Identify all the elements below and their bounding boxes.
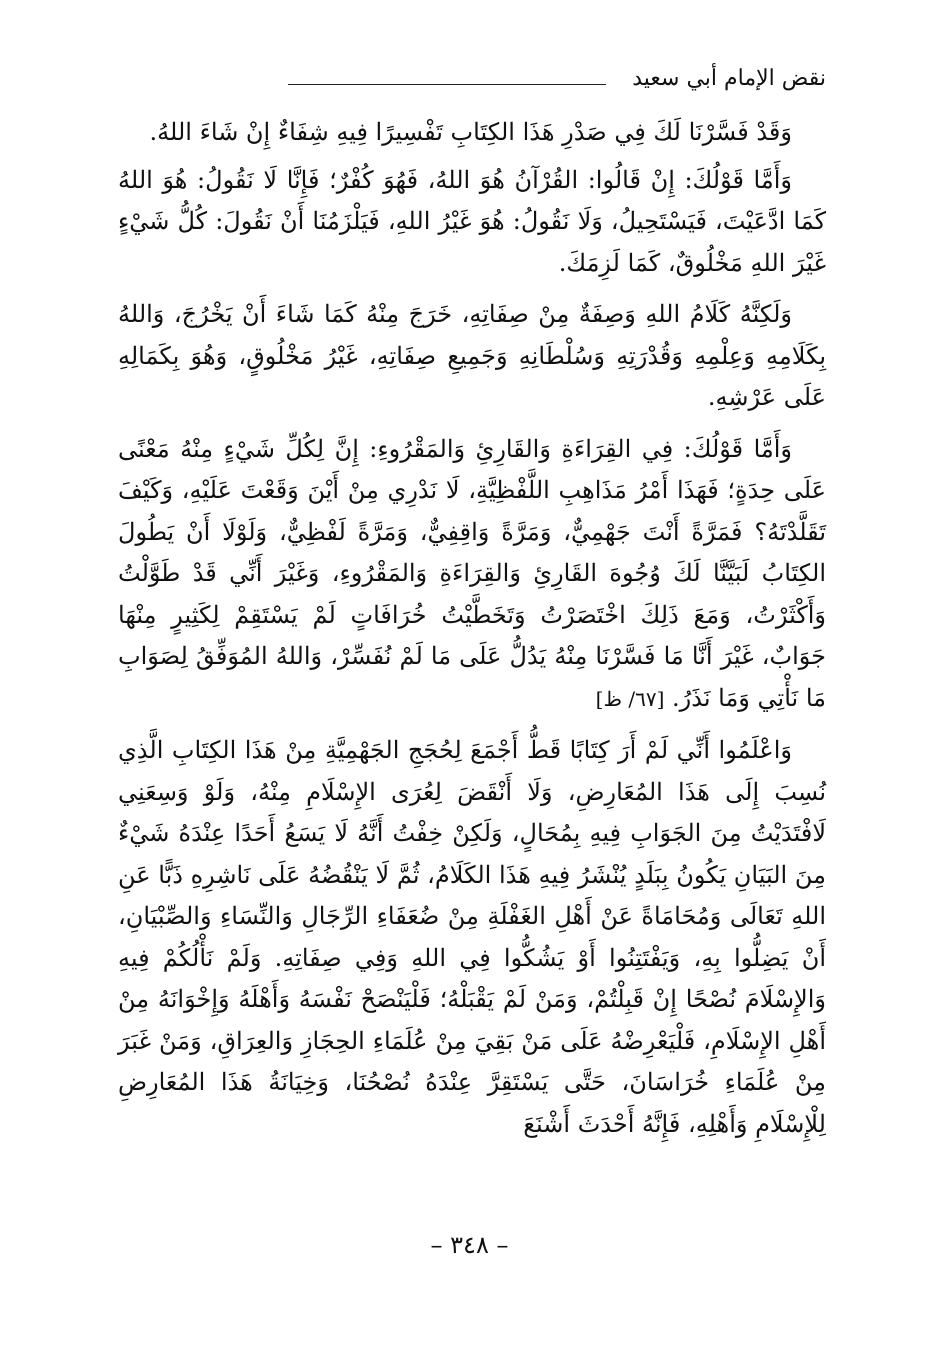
paragraph-4-text: وَأَمَّا قَوْلُكَ: فِي القِرَاءَةِ وَالقَارِئِ وَالمَقْرُوءِ: إِنَّ لِكُلِّ شَيْءٍ مِنْهُ مَعْنًى عَلَى حِدَةٍ؛ فَهَذَا أَمْرُ مَذَاهِبِ اللَّفْظِيَّةِ، لَا نَدْرِي مِنْ أَيْنَ وَقَعْتَ عَلَيْهِ، وَكَيْفَ تَقَلَّدْتَهُ؟ فَمَرَّةً أَنْتَ جَهْمِيٌّ، وَمَرَّةً وَاقِفِيٌّ، وَمَرَّةً لَفْظِيٌّ، وَلَوْلَا أَنْ يَطُولَ الكِتَابُ لَبَيَّنَّا لَكَ وُجُوهَ القَارِئِ وَالقِرَاءَةِ وَالمَقْرُوءِ، وَغَيْرَ أَنِّي قَدْ طَوَّلْتُ وَأَكْثَرْتُ، وَمَعَ ذَلِكَ اخْتَصَرْتُ وَتَخَطَّيْتُ خُرَافَاتٍ لَمْ يَسْتَقِمْ لِكَثِيرٍ مِنْهَا جَوَابٌ، غَيْرَ أَنَّا مَا فَسَّرْنَا مِنْهُ يَدُلُّ عَلَى مَا لَمْ نُفَسِّرْ، وَاللهُ المُوَفِّقُ لِصَوَابِ مَا نَأْتِي وَمَا نَذَرُ. [118, 434, 826, 712]
paragraph-1: وَقَدْ فَسَّرْنَا لَكَ فِي صَدْرِ هَذَا الكِتَابِ تَفْسِيرًا فِيهِ شِفَاءٌ إِنْ شَاءَ اللهُ. [149, 118, 792, 146]
paragraph-3: وَلَكِنَّهُ كَلَامُ اللهِ وَصِفَةٌ مِنْ صِفَاتِهِ، خَرَجَ مِنْهُ كَمَا شَاءَ أَنْ يَخْرُجَ، وَاللهُ بِكَلَامِهِ وَعِلْمِهِ وَقُدْرَتِهِ وَسُلْطَانِهِ وَجَمِيعِ صِفَاتِهِ، غَيْرُ مَخْلُوقٍ، وَهُوَ بِكَمَالِهِ عَلَى عَرْشِهِ. [118, 300, 826, 411]
header-rule [288, 84, 606, 85]
paragraph-4 [118, 429, 826, 721]
running-title: نقض الإمام أبي سعيد [632, 66, 826, 91]
page-header [118, 52, 826, 100]
folio-marker: [٦٧/ ظ] [595, 686, 665, 711]
page-number: – ٣٤٨ – [430, 1231, 509, 1259]
paragraph-2: وَأَمَّا قَوْلُكَ: إِنْ قَالُوا: القُرْآنُ هُوَ اللهُ، فَهُوَ كُفْرٌ؛ فَإِنَّا لَا نَقُولُ: هُوَ اللهُ كَمَا ادَّعَيْتَ، فَيَسْتَحِيلُ، وَلَا نَقُولُ: هُوَ غَيْرُ اللهِ، فَيَلْزَمُنَا أَنْ نَقُولَ: كُلُّ شَيْءٍ غَيْرَ اللهِ مَخْلُوقٌ، كَمَا لَزِمَكَ. [118, 165, 826, 277]
paragraph-5: وَاعْلَمُوا أَنِّي لَمْ أَرَ كِتَابًا قَطُّ أَجْمَعَ لِحُجَجِ الجَهْمِيَّةِ مِنْ هَذَا الكِتَابِ الَّذِي نُسِبَ إِلَى هَذَا المُعَارِضِ، وَلَا أَنْقَضَ لِعُرَى الإِسْلَامِ مِنْهُ، وَلَوْ وَسِعَنِي لَافْتَدَيْتُ مِنَ الجَوَابِ فِيهِ بِمُحَالٍ، وَلَكِنْ خِفْتُ أَنَّهُ لَا يَسَعُ أَحَدًا عِنْدَهُ شَيْءٌ مِنَ البَيَانِ يَكُونُ بِبَلَدٍ يُنْشَرُ فِيهِ هَذَا الكَلَامُ، ثُمَّ لَا يَنْقُضُهُ عَلَى نَاشِرِهِ ذَبًّا عَنِ اللهِ تَعَالَى وَمُحَامَاةً عَنْ أَهْلِ الغَفْلَةِ مِنْ ضُعَفَاءِ الرِّجَالِ وَالنِّسَاءِ وَالصِّبْيَانِ، أَنْ يَضِلُّوا بِهِ، وَيَفْتَتِنُوا أَوْ يَشُكُّوا فِي اللهِ وَفِي صِفَاتِهِ. وَلَمْ نَأْلُكُمْ فِيهِ وَالإِسْلَامَ نُصْحًا إِنْ قَبِلْتُمْ، وَمَنْ لَمْ يَقْبَلْهُ؛ فَلْيَنْصَحْ نَفْسَهُ وَأَهْلَهُ وَإِخْوَانَهُ مِنْ أَهْلِ الإِسْلَامِ، فَلْيَعْرِضْهُ عَلَى مَنْ بَقِيَ مِنْ عُلَمَاءِ الحِجَازِ وَالعِرَاقِ، وَمَنْ غَبَرَ مِنْ عُلَمَاءِ خُرَاسَانَ، حَتَّى يَسْتَقِرَّ عِنْدَهُ نُصْحُنَا، وَخِيَانَةُ هَذَا المُعَارِضِ لِلْإِسْلَامِ وَأَهْلِهِ، فَإِنَّهُ أَحْدَثَ أَشْنَعَ [118, 736, 826, 1138]
body-text [118, 112, 826, 1155]
